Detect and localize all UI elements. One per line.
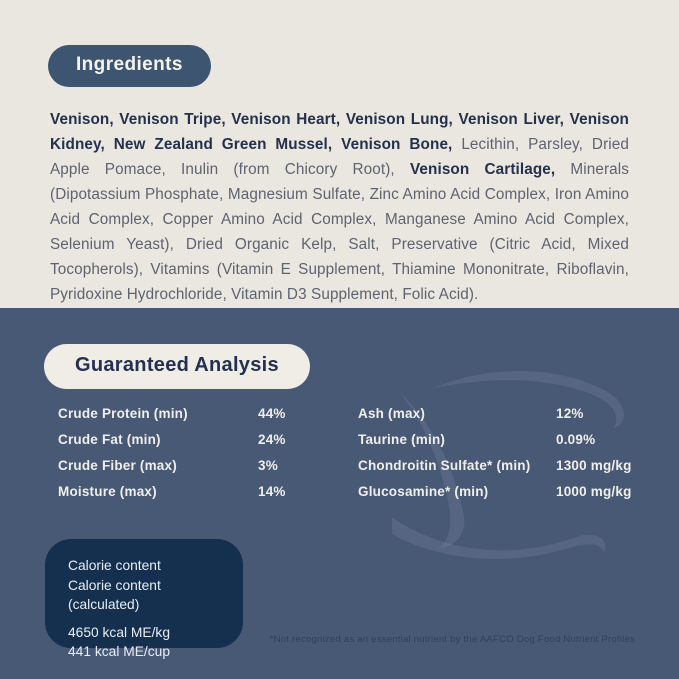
calorie-value-kg: 4650 kcal ME/kg bbox=[68, 624, 170, 640]
nutrient-value: 0.09% bbox=[556, 431, 596, 447]
ingredients-secondary-1: Lecithin, Parsley, Dried Apple Pomace, Inulin (from Chicory Root), bbox=[50, 136, 629, 178]
nutrient-label: Chondroitin Sulfate* (min) bbox=[358, 457, 531, 473]
table-row bbox=[58, 478, 358, 504]
nutrient-value: 44% bbox=[258, 405, 286, 421]
ingredients-title-badge bbox=[48, 45, 211, 87]
calorie-content-box bbox=[45, 539, 243, 659]
guaranteed-analysis-title: Guaranteed Analysis bbox=[75, 354, 279, 376]
nutrient-label: Crude Fiber (max) bbox=[58, 457, 177, 473]
ingredients-paragraph bbox=[50, 107, 629, 307]
analysis-column-left bbox=[58, 400, 358, 504]
ingredients-title: Ingredients bbox=[76, 54, 183, 75]
calorie-heading-2: Calorie content (calculated) bbox=[68, 577, 161, 612]
nutrient-value: 1000 mg/kg bbox=[556, 483, 632, 499]
table-row bbox=[58, 400, 358, 426]
analysis-column-right bbox=[358, 400, 658, 504]
nutrient-value: 14% bbox=[258, 483, 286, 499]
ingredients-primary-meats: Venison, Venison Tripe, Venison Heart, Venison Lung, Venison Liver, Venison Kidney, New Zealand Green Mussel, Venison Bone, bbox=[50, 111, 629, 153]
guaranteed-analysis-title-badge bbox=[44, 344, 310, 389]
nutrient-value: 3% bbox=[258, 457, 278, 473]
table-row bbox=[58, 426, 358, 452]
ingredients-secondary-2: Minerals (Dipotassium Phosphate, Magnesium Sulfate, Zinc Amino Acid Complex, Iron Amino Acid Complex, Copper Amino Acid Complex, Manganese Amino Acid Complex, Selenium Yeast), Dried Organic Kelp, Salt, Preservative (Citric Acid, Mixed Tocopherols), Vitamins (Vitamin E Supplement, Thiamine Mononitrate, Riboflavin, Pyridoxine Hydrochloride, Vitamin D3 Supplement, Folic Acid). bbox=[50, 161, 630, 303]
table-row bbox=[358, 426, 658, 452]
nutrient-value: 24% bbox=[258, 431, 286, 447]
guaranteed-analysis-section bbox=[0, 308, 679, 679]
nutrient-value: 12% bbox=[556, 405, 584, 421]
nutrient-label: Glucosamine* (min) bbox=[358, 483, 489, 499]
table-row bbox=[358, 452, 658, 478]
ingredients-section bbox=[0, 0, 679, 308]
nutrient-label: Moisture (max) bbox=[58, 483, 157, 499]
nutrient-label: Taurine (min) bbox=[358, 431, 446, 447]
nutrient-label: Ash (max) bbox=[358, 405, 426, 421]
table-row bbox=[358, 400, 658, 426]
aafco-footnote: *Not recognized as an essential nutrient by the AAFCO Dog Food Nutrient Profiles bbox=[269, 634, 635, 645]
nutrient-label: Crude Fat (min) bbox=[58, 431, 161, 447]
calorie-value-cup: 441 kcal ME/cup bbox=[68, 644, 170, 659]
nutrient-label: Crude Protein (min) bbox=[58, 405, 188, 421]
nutrient-value: 1300 mg/kg bbox=[556, 457, 632, 473]
analysis-table bbox=[58, 400, 658, 504]
calorie-heading-1: Calorie content bbox=[68, 558, 161, 573]
table-row bbox=[358, 478, 658, 504]
ingredients-cartilage: Venison Cartilage, bbox=[409, 161, 571, 178]
table-row bbox=[58, 452, 358, 478]
